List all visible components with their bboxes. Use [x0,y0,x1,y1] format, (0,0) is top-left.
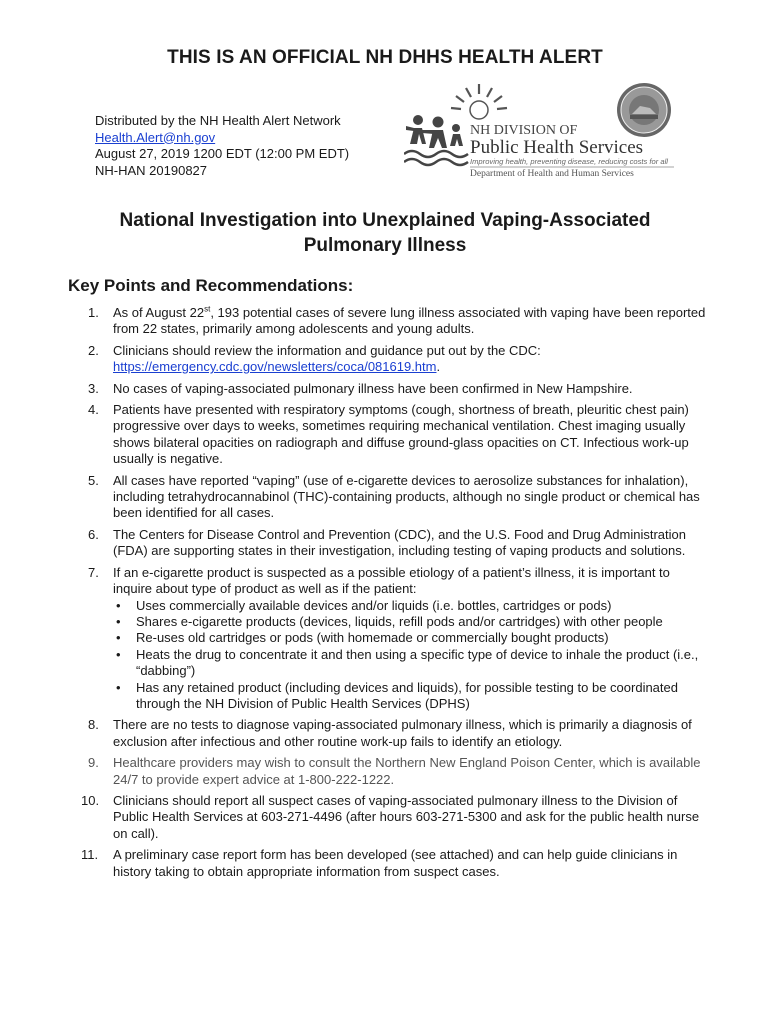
alert-date: August 27, 2019 1200 EDT (12:00 PM EDT) [95,146,350,161]
list-item: 4. Patients have presented with respiratory symptoms (cough, shortness of breath, pleuritic chest pain) progressive over days to weeks, sometimes requiring mechanical ventilation. Chest imaging usually shows bilateral opacities on radiograph and diffuse ground-glass opacities on CT. Infectious work-up usually is negative. [88,402,689,467]
state-seal-icon [617,83,671,137]
list-item: 8. There are no tests to diagnose vaping-associated pulmonary illness, which is primarily a diagnosis of exclusion after infectious and other routine work-up fails to identify an etiology. [88,717,692,749]
people-icon [406,115,463,148]
list-item: 9. Healthcare providers may wish to consult the Northern New England Poison Center, which is available 24/7 to provide expert advice at 1-800-222-1222. [88,755,701,787]
distributed-by: Distributed by the NH Health Alert Network [95,113,341,128]
list-item: 6. The Centers for Disease Control and Prevention (CDC), and the U.S. Food and Drug Administration (FDA) are supporting states in their investigation, including testing of vaping products and solutions. [88,526,686,559]
sub-list-item: • Has any retained product (including devices and liquids), for possible testing to be coordinated through the NH Division of Public Health Services (DPHS) [116,679,678,711]
alert-title: THIS IS AN OFFICIAL NH DHHS HEALTH ALERT [167,47,603,68]
han-id: NH-HAN 20190827 [95,162,208,178]
logo-line1: NH DIVISION OF [470,123,578,138]
sub-bullet-list [113,598,708,713]
list-item: 10. Clinicians should report all suspect cases of vaping-associated pulmonary illness to the Division of Public Health Services at 603-271-4496 (after hours 603-271-5300 and ask for the public health nurse on call). [81,792,700,841]
cdc-link[interactable]: https://emergency.cdc.gov/newsletters/coca/081619.htm [113,359,437,375]
list-item: 7. If an e-cigarette product is suspected as a possible etiology of a patient’s illness, it is important to inquire about type of product as well as if the patient: • Uses commercially available devices and/or liquids (i.e. bottles, cartridges or pods) • Shares e-cigarette products (devices, liquids, refill pods and/or cartridges) with other people • Re-uses old cartridges or pods (with homemade or commercially bought products) • Heats the drug to concentrate it and then using a specific type of device to inhale the product (i.e., “dabbing”) • Has any retained product (including devices and liquids), for possible testing to be coordinated through the NH Division of Public Health Services (DPHS) [68,565,708,713]
waves-icon [404,151,468,165]
list-item: 1. As of August 22st, 193 potential cases of severe lung illness associated with vaping have been reported from 22 states, primarily among adolescents and young adults. [88,304,706,337]
list-item: 11. A preliminary case report form has been developed (see attached) and can help guide clinicians in history taking to obtain appropriate information from suspect cases. [81,847,678,879]
logo-tagline: Improving health, preventing disease, reducing costs for all [470,157,668,166]
title-line1: National Investigation into Unexplained Vaping-Associated [119,210,651,231]
sub-list-item: • Heats the drug to concentrate it and then using a specific type of device to inhale the product (i.e., “dabbing”) [116,646,699,679]
sub-list-item: • Re-uses old cartridges or pods (with homemade or commercially bought products) [116,630,609,646]
email-link[interactable]: Health.Alert@nh.gov [95,129,216,145]
title-line2: Pulmonary Illness [303,235,467,256]
list-item: 2. Clinicians should review the information and guidance put out by the CDC: https://emergency.cdc.gov/newsletters/coca/081619.htm. [88,342,541,375]
list-item: 3. No cases of vaping-associated pulmonary illness have been confirmed in New Hampshire. [88,380,633,396]
key-points-heading: Key Points and Recommendations: [68,276,354,295]
key-points-list [68,305,708,885]
nh-dphs-logo [404,82,704,182]
sub-list-item: • Uses commercially available devices and/or liquids (i.e. bottles, cartridges or pods) [116,597,612,613]
logo-department: Department of Health and Human Services [470,169,634,179]
distribution-block [95,113,349,179]
sub-list-item: • Shares e-cigarette products (devices, liquids, refill pods and/or cartridges) with other people [116,613,663,629]
list-item: 5. All cases have reported “vaping” (use of e-cigarette devices to aerosolize substances for inhalation), including tetrahydrocannabinol (THC)-containing products, although no single product or chemical has been identified for all cases. [88,472,700,521]
logo-line2: Public Health Services [470,137,644,158]
main-title [0,208,770,258]
